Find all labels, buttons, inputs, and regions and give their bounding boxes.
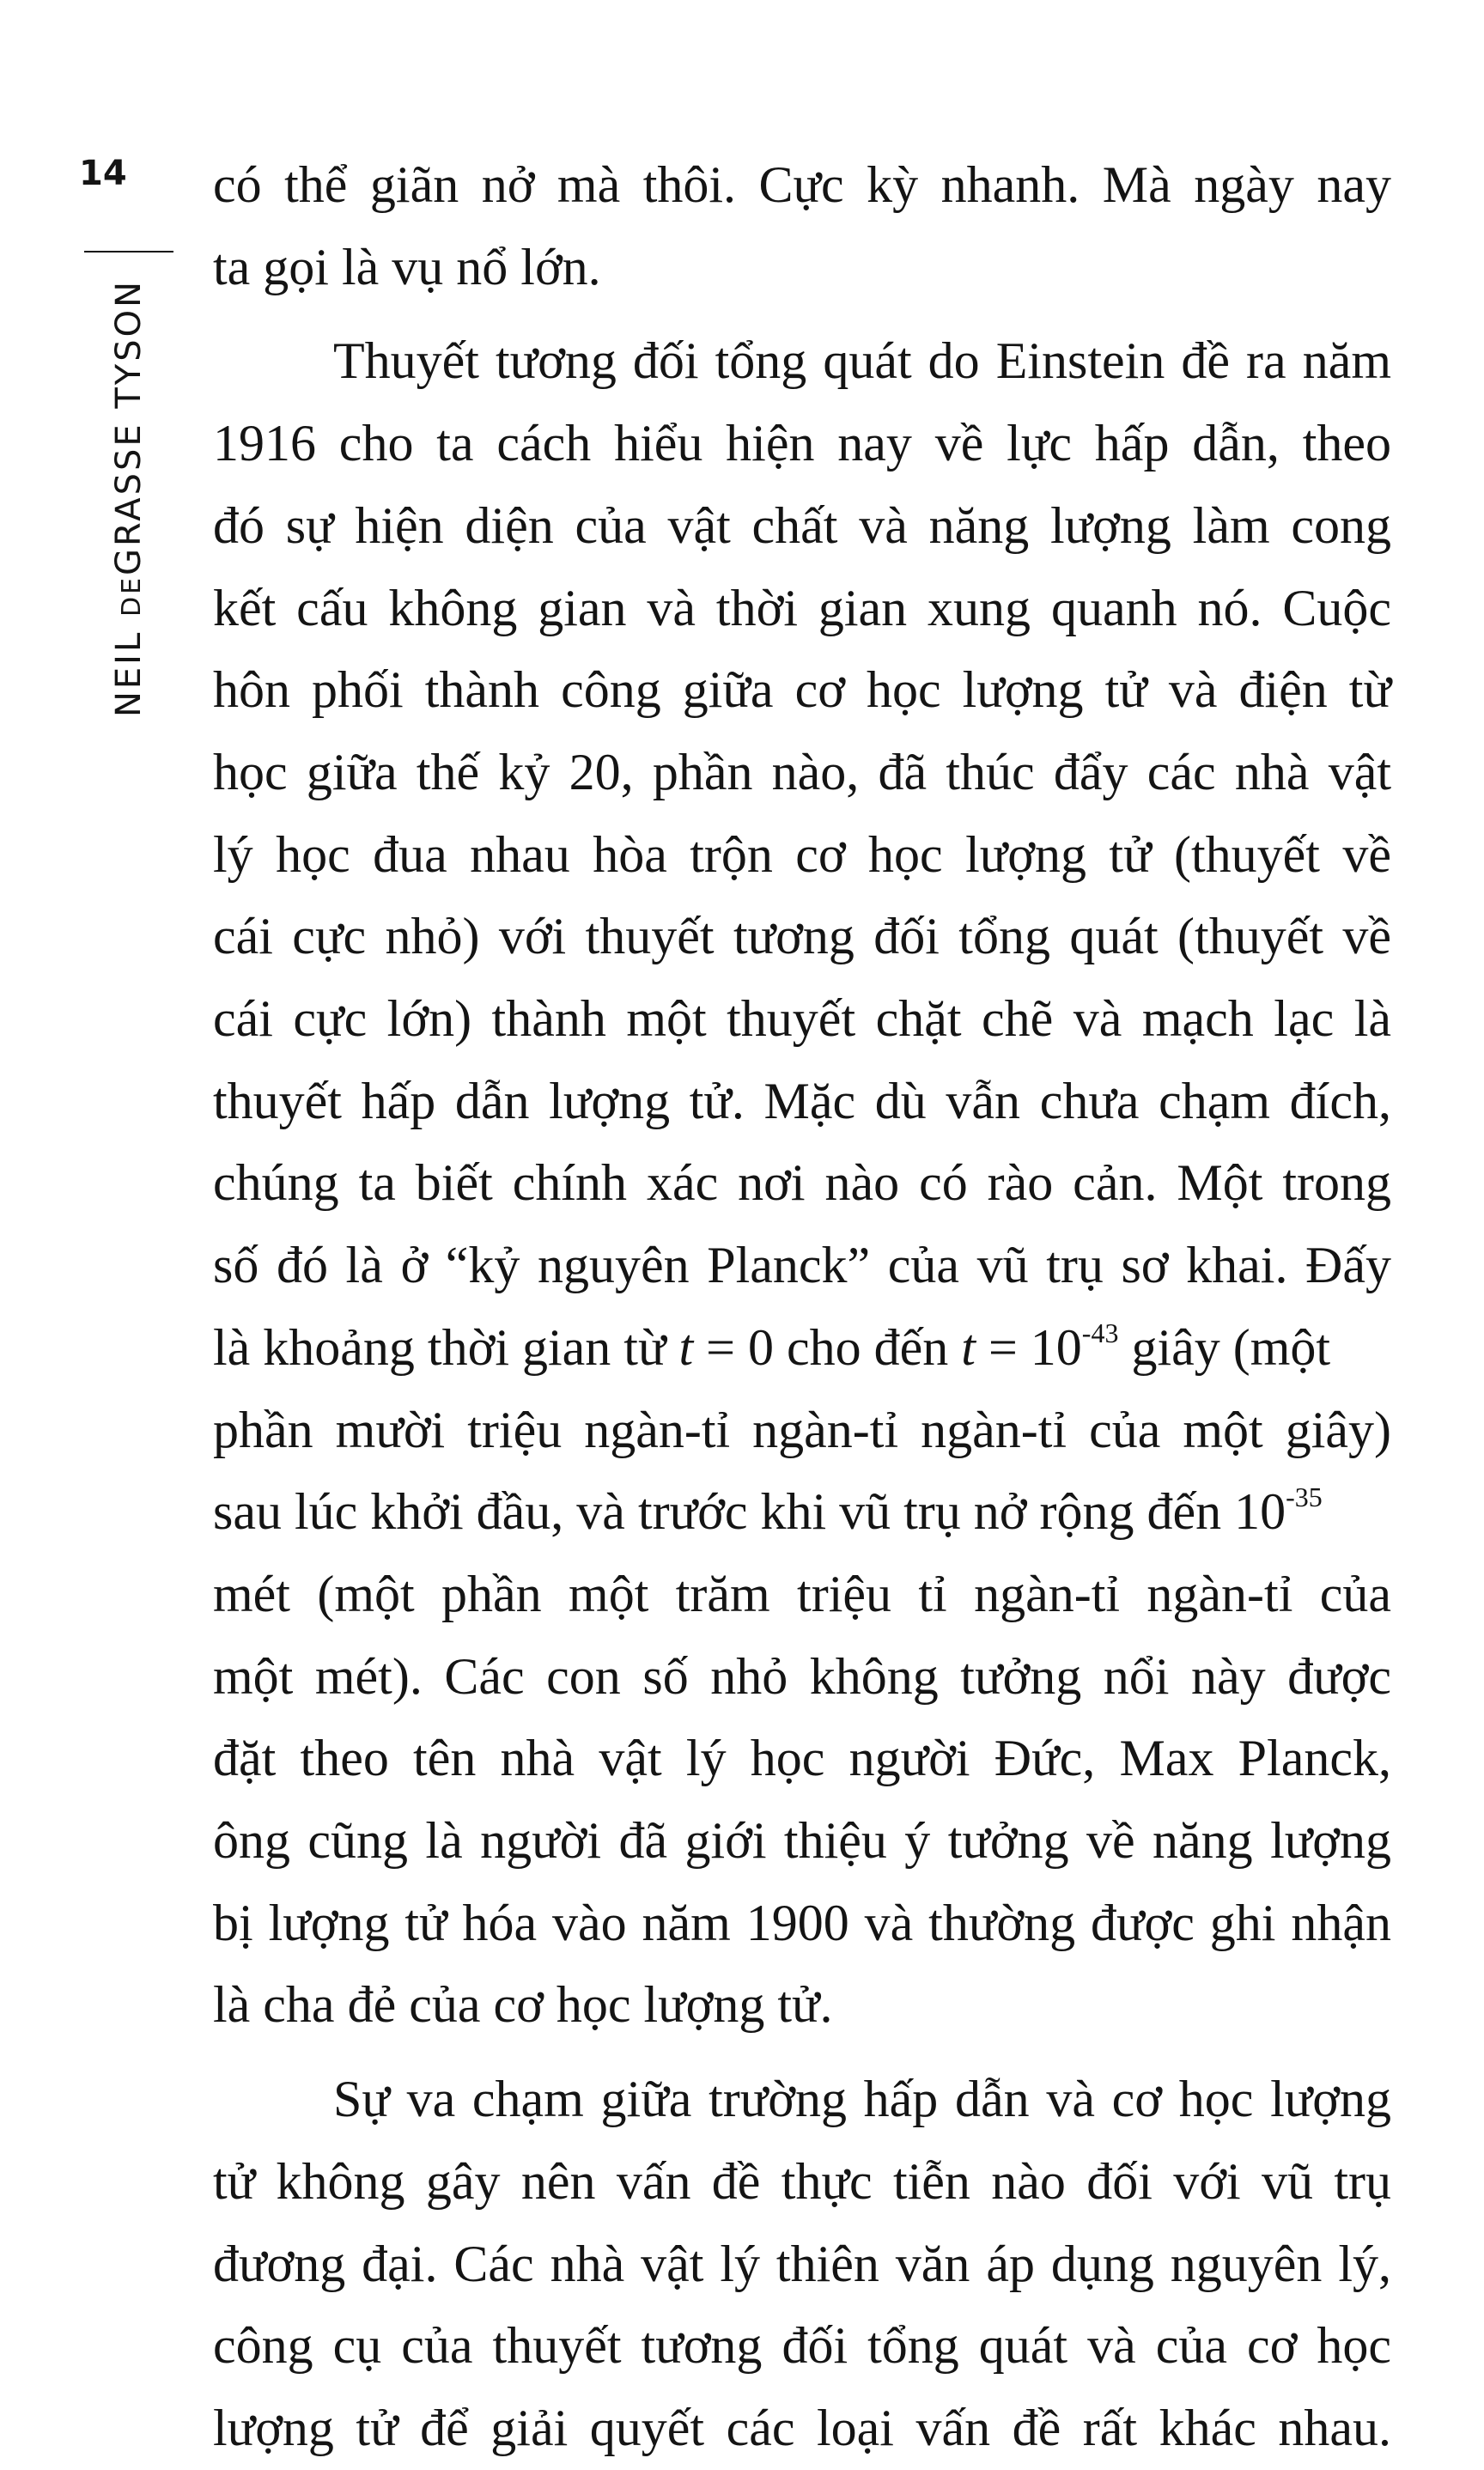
text-run: là khoảng thời gian từ [213, 1318, 679, 1376]
text-line: là cha đẻ của cơ học lượng tử. [213, 1976, 833, 2034]
text-run: = 10 [975, 1318, 1082, 1376]
text-line: đặt theo tên nhà vật lý học người Đức, Max Planck, [213, 1730, 1391, 1787]
text-line: có thể giãn nở mà thôi. Cực kỳ nhanh. Mà ngày nay [213, 156, 1391, 213]
text-run: = 0 cho đến [693, 1318, 962, 1376]
running-head-small-caps: DE [117, 575, 147, 618]
text-line: đó sự hiện diện của vật chất và năng lượng làm cong [213, 496, 1391, 554]
text-line: kết cấu không gian và thời gian xung quanh nó. Cuộc [213, 579, 1391, 636]
text-line: số đó là ở “kỷ nguyên Planck” của vũ trụ sơ khai. Đấy [213, 1237, 1391, 1294]
text-line-with-exponent [213, 1471, 1391, 1554]
text-line: 1916 cho ta cách hiểu hiện nay về lực hấp dẫn, theo [213, 415, 1391, 472]
text-line: ta gọi là vụ nổ lớn. [213, 238, 601, 295]
variable-t: t [678, 1318, 694, 1376]
exponent: -43 [1081, 1317, 1119, 1348]
text-line: phần mười triệu ngàn-tỉ ngàn-tỉ ngàn-tỉ của một giây) [213, 1401, 1391, 1458]
variable-t: t [961, 1318, 976, 1376]
running-head-rest: GRASSE TYSON [109, 278, 149, 575]
text-line: lý học đua nhau hòa trộn cơ học lượng tử (thuyết về [213, 825, 1391, 883]
text-line: mét (một phần một trăm triệu tỉ ngàn-tỉ ngàn-tỉ của [213, 1565, 1391, 1622]
text-line: Thuyết tương đối tổng quát do Einstein đề ra năm [333, 332, 1391, 390]
text-line: Sự va chạm giữa trường hấp dẫn và cơ học lượng [333, 2071, 1391, 2128]
text-line: tử không gây nên vấn đề thực tiễn nào đối với vũ trụ [213, 2152, 1391, 2210]
text-run: giây (một [1118, 1318, 1331, 1376]
text-line: bị lượng tử hóa vào năm 1900 và thường được ghi nhận [213, 1894, 1391, 1951]
page-number: 14 [79, 154, 127, 193]
text-run: sau lúc khởi đầu, và trước khi vũ trụ nở rộng đến 10 [213, 1483, 1286, 1541]
text-line-with-formula [213, 1307, 1391, 1390]
margin-rule [84, 251, 173, 252]
text-line: cái cực lớn) thành một thuyết chặt chẽ và mạch lạc là [213, 990, 1391, 1048]
text-line: ông cũng là người đã giới thiệu ý tưởng về năng lượng [213, 1812, 1391, 1870]
text-line: chúng ta biết chính xác nơi nào có rào cản. Một trong [213, 1154, 1391, 1212]
text-line: lượng tử để giải quyết các loại vấn đề rất khác nhau. [213, 2399, 1391, 2456]
running-head-first: NEIL [109, 630, 149, 718]
text-line: học giữa thế kỷ 20, phần nào, đã thúc đẩy các nhà vật [213, 743, 1391, 800]
running-head-author [109, 278, 149, 718]
text-line: một mét). Các con số nhỏ không tưởng nổi này được [213, 1647, 1391, 1705]
text-line: cái cực nhỏ) với thuyết tương đối tổng quát (thuyết về [213, 908, 1391, 965]
body-text [213, 144, 1391, 2470]
text-line: thuyết hấp dẫn lượng tử. Mặc dù vẫn chưa chạm đích, [213, 1072, 1391, 1129]
text-line: hôn phối thành công giữa cơ học lượng tử và điện từ [213, 661, 1391, 719]
exponent: -35 [1286, 1481, 1323, 1513]
text-line: công cụ của thuyết tương đối tổng quát và của cơ học [213, 2317, 1391, 2375]
text-line: đương đại. Các nhà vật lý thiên văn áp dụng nguyên lý, [213, 2235, 1391, 2292]
